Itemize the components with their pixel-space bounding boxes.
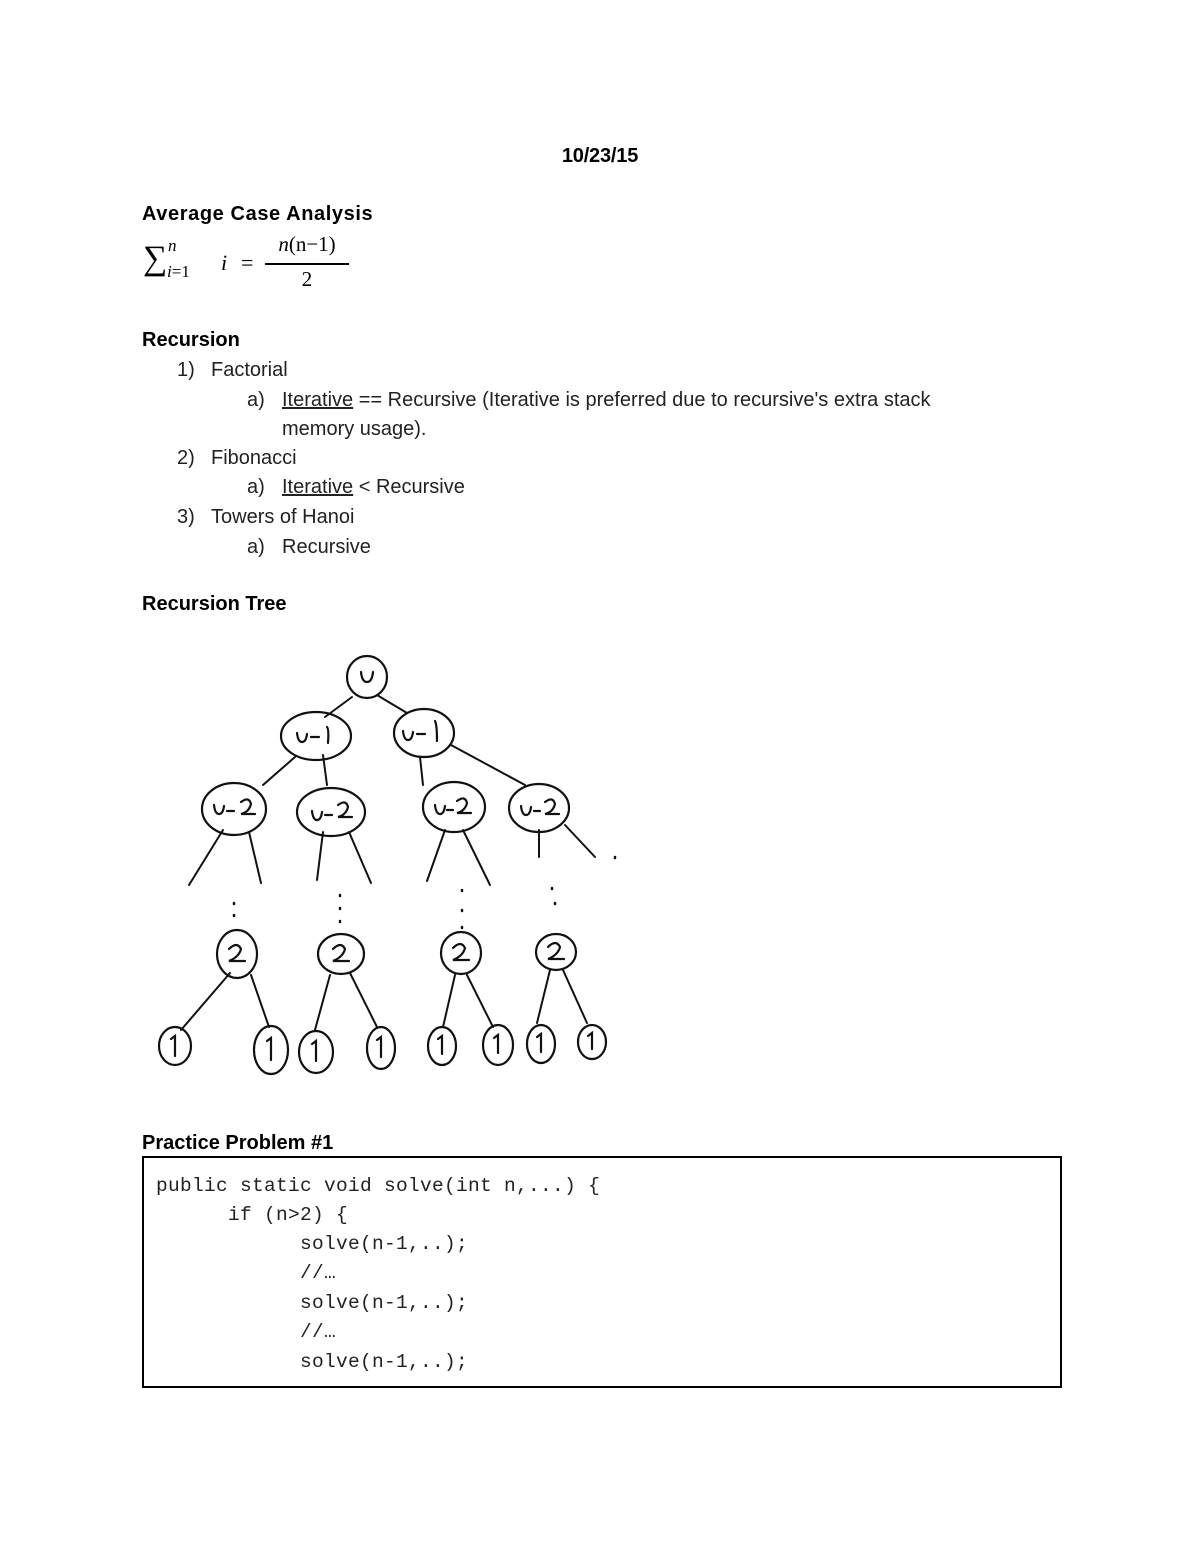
- node-glyph: [229, 945, 245, 961]
- sum-formula: [143, 232, 343, 292]
- sub-rest: < Recursive: [353, 476, 465, 498]
- sub-text: [282, 476, 465, 499]
- average-case-heading: Average Case Analysis: [142, 203, 374, 225]
- recursion-tree-drawing: [145, 645, 625, 1085]
- sub-text: Recursive: [282, 536, 371, 558]
- list-label: Factorial: [211, 359, 288, 381]
- fraction-bar: [265, 263, 349, 265]
- sub-marker: a): [247, 476, 265, 498]
- node-glyph: [333, 945, 349, 961]
- node-glyph: [267, 1038, 271, 1060]
- tree-edge: [263, 757, 295, 785]
- node-glyph: [312, 1041, 316, 1061]
- underlined-term: Iterative: [282, 476, 354, 498]
- code-line: //…: [156, 1321, 337, 1343]
- list-marker: 1): [177, 359, 195, 381]
- node-glyph: [312, 802, 352, 820]
- node-glyph: [377, 1037, 381, 1057]
- node-glyph: [438, 1036, 442, 1054]
- tree-node-root: [347, 656, 387, 698]
- underlined-term: Iterative: [282, 389, 354, 411]
- sub-text: [282, 389, 931, 412]
- tree-edge: [251, 975, 269, 1027]
- recursion-heading: Recursion: [142, 329, 240, 351]
- code-line: //…: [156, 1262, 337, 1284]
- tree-node-2: [536, 934, 576, 970]
- tree-edge: [377, 695, 407, 713]
- tree-edge: [537, 970, 550, 1023]
- node-glyph: [361, 672, 373, 682]
- fraction-numerator: [265, 232, 349, 257]
- tree-edge: [189, 830, 223, 885]
- tree-edges: [181, 695, 595, 1030]
- sum-lower-eq: =1: [171, 262, 190, 281]
- tree-edge: [420, 757, 423, 785]
- tree-edge: [467, 975, 493, 1027]
- node-glyph: [588, 1033, 592, 1049]
- node-glyph: [403, 721, 437, 741]
- code-line: solve(n-1,..);: [156, 1233, 469, 1255]
- practice-problem-heading: Practice Problem #1: [142, 1132, 334, 1154]
- tree-edge: [451, 745, 525, 785]
- node-glyph: [494, 1035, 498, 1053]
- tree-edge: [427, 830, 445, 881]
- date-heading: 10/23/15: [561, 145, 639, 167]
- tree-edge: [350, 973, 377, 1027]
- sub-marker: a): [247, 536, 265, 558]
- list-label: Fibonacci: [211, 447, 297, 469]
- equals-sign: =: [241, 250, 254, 275]
- sum-lower-var: i: [167, 262, 172, 281]
- fraction-denominator: 2: [301, 267, 313, 291]
- node-glyph: [548, 943, 564, 959]
- node-glyph: [453, 944, 469, 960]
- node-glyph: [297, 727, 328, 743]
- list-marker: 3): [177, 506, 195, 528]
- tree-node-level2: [297, 788, 365, 836]
- tree-node-2: [318, 934, 364, 974]
- sub-marker: a): [247, 389, 265, 411]
- tree-node-level2: [509, 784, 569, 832]
- tree-edge: [317, 832, 323, 880]
- tree-edge: [563, 970, 587, 1023]
- node-glyph: [521, 799, 559, 815]
- recursion-tree-heading: Recursion Tree: [142, 593, 287, 615]
- tree-edge: [181, 973, 230, 1030]
- ellipsis-dots: [552, 888, 555, 904]
- sub-item-factorial-a-cont: memory usage).: [282, 418, 427, 440]
- tree-dots: [234, 857, 615, 928]
- tree-edge: [463, 830, 490, 885]
- node-glyph: [435, 798, 471, 814]
- sum-lower-limit: [167, 262, 190, 282]
- node-glyph: [537, 1034, 541, 1052]
- code-line: solve(n-1,..);: [156, 1292, 469, 1314]
- sum-body: i: [221, 250, 228, 275]
- tree-edge: [349, 832, 371, 883]
- sub-rest: == Recursive (Iterative is preferred due to recursive's extra stack: [353, 389, 931, 411]
- list-label: Towers of Hanoi: [211, 506, 355, 528]
- sigma-symbol: ∑: [143, 240, 168, 277]
- code-line: solve(n-1,..);: [156, 1351, 469, 1373]
- code-line: public static void solve(int n,...) {: [156, 1175, 601, 1197]
- numerator-n: n: [278, 232, 289, 256]
- numerator-rest: (n−1): [288, 232, 336, 256]
- node-glyph: [214, 799, 255, 814]
- tree-node-2: [441, 932, 481, 974]
- tree-node-2: [217, 930, 257, 978]
- node-glyph: [171, 1036, 175, 1056]
- code-line: if (n>2) {: [156, 1204, 349, 1226]
- tree-edge: [315, 975, 330, 1030]
- tree-node-level2: [423, 782, 485, 832]
- tree-edge: [565, 825, 595, 857]
- tree-edge: [443, 975, 455, 1027]
- code-box: [142, 1156, 1062, 1388]
- list-marker: 2): [177, 447, 195, 469]
- sum-upper-limit: n: [168, 236, 177, 255]
- tree-edge: [249, 832, 261, 883]
- tree-node-level2: [202, 783, 266, 835]
